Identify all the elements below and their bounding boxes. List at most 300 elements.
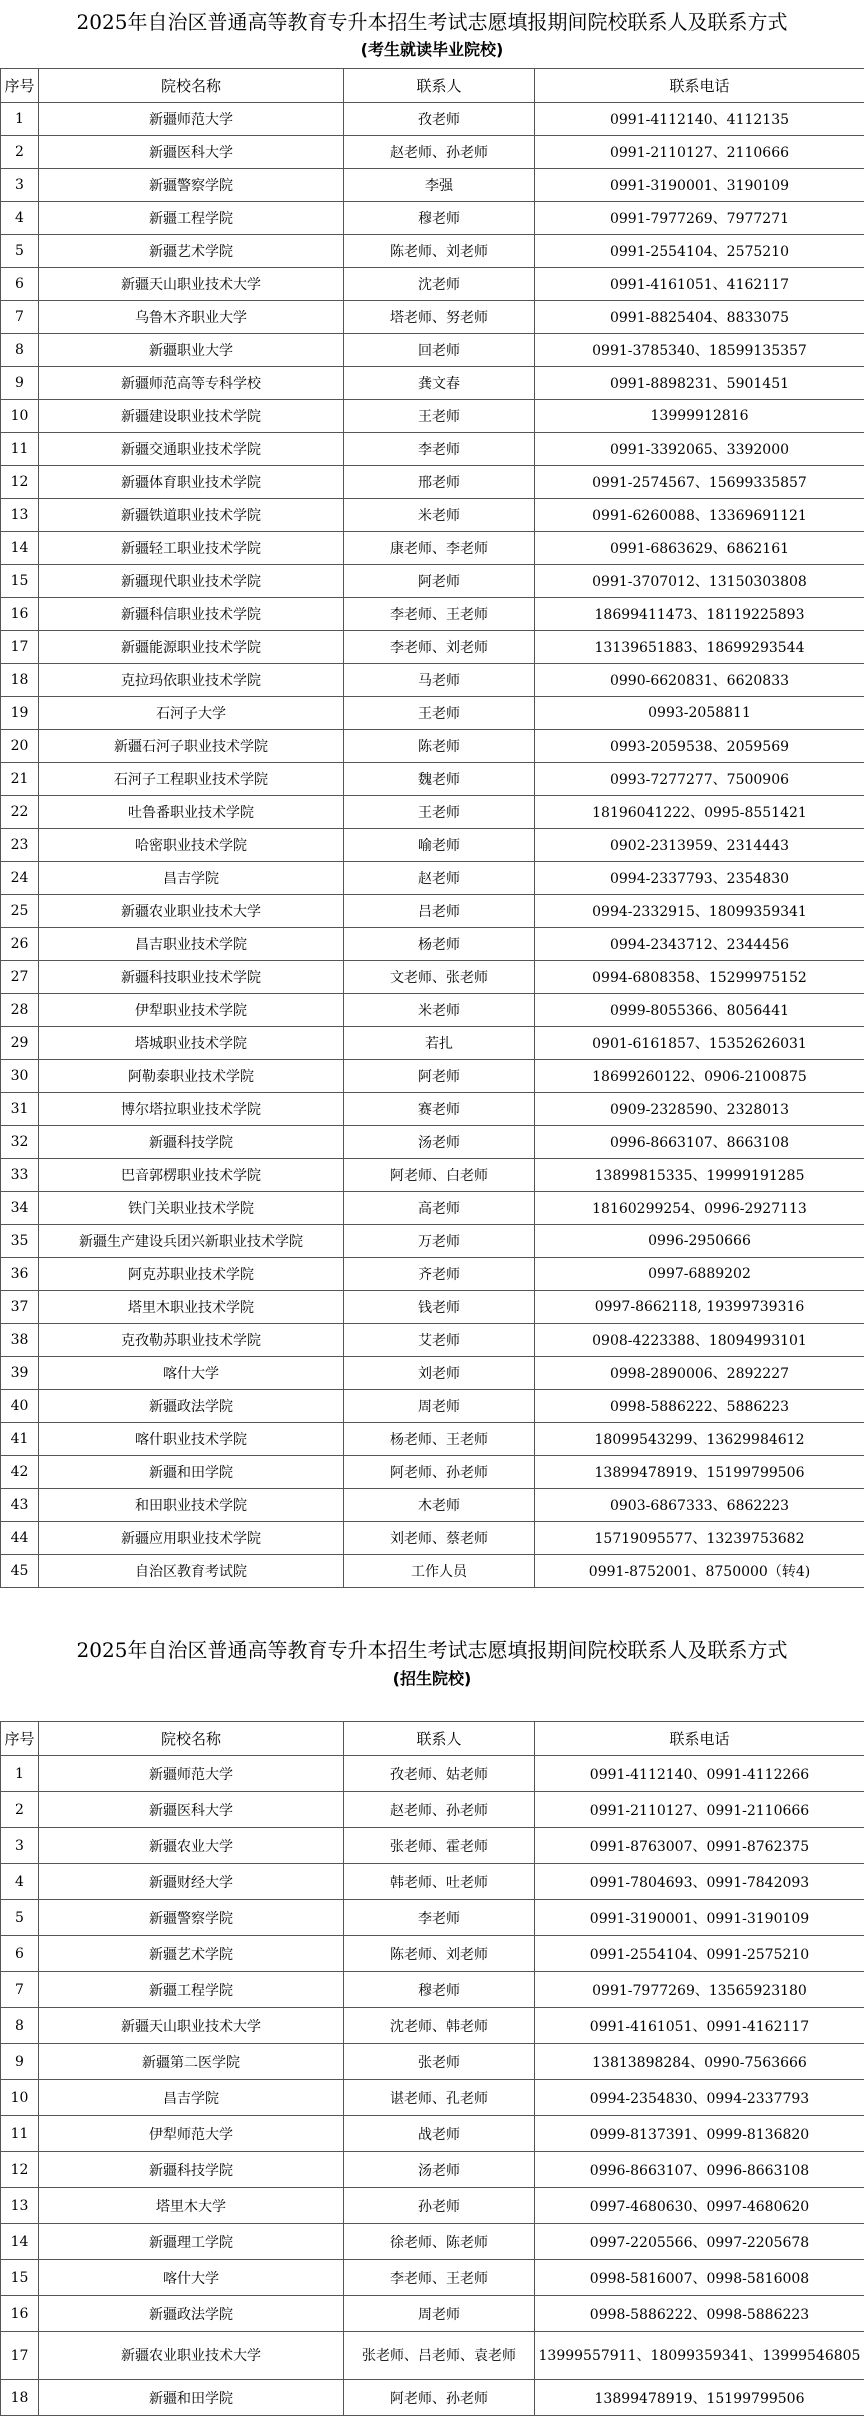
table-row bbox=[1, 1972, 864, 2008]
cell-contact: 李老师 bbox=[344, 433, 535, 466]
table-row bbox=[1, 532, 864, 565]
table-row bbox=[1, 1093, 864, 1126]
cell-index: 9 bbox=[1, 367, 39, 400]
cell-school: 新疆政法学院 bbox=[39, 1390, 344, 1423]
cell-index: 6 bbox=[1, 268, 39, 301]
table-row bbox=[1, 565, 864, 598]
cell-phone: 0991-8898231、5901451 bbox=[535, 367, 864, 400]
table-row bbox=[1, 2380, 864, 2416]
cell-phone: 0991-8825404、8833075 bbox=[535, 301, 864, 334]
table-row bbox=[1, 697, 864, 730]
cell-school: 新疆师范大学 bbox=[39, 1756, 344, 1792]
cell-contact: 阿老师 bbox=[344, 565, 535, 598]
cell-index: 15 bbox=[1, 2260, 39, 2296]
table-row bbox=[1, 2260, 864, 2296]
cell-school: 新疆铁道职业技术学院 bbox=[39, 499, 344, 532]
cell-contact: 张老师、吕老师、袁老师 bbox=[344, 2332, 535, 2380]
cell-index: 28 bbox=[1, 994, 39, 1027]
page-title: 2025年自治区普通高等教育专升本招生考试志愿填报期间院校联系人及联系方式 bbox=[0, 8, 864, 36]
cell-index: 34 bbox=[1, 1192, 39, 1225]
table-row bbox=[1, 1225, 864, 1258]
cell-index: 38 bbox=[1, 1324, 39, 1357]
cell-phone: 0991-3190001、3190109 bbox=[535, 169, 864, 202]
table-row bbox=[1, 2152, 864, 2188]
cell-index: 40 bbox=[1, 1390, 39, 1423]
contact-table-graduating bbox=[0, 68, 864, 1588]
table-row bbox=[1, 136, 864, 169]
table-row bbox=[1, 334, 864, 367]
table-row bbox=[1, 400, 864, 433]
table-row bbox=[1, 796, 864, 829]
cell-index: 17 bbox=[1, 2332, 39, 2380]
cell-contact: 战老师 bbox=[344, 2116, 535, 2152]
cell-phone: 0991-3190001、0991-3190109 bbox=[535, 1900, 864, 1936]
cell-school: 石河子工程职业技术学院 bbox=[39, 763, 344, 796]
cell-contact: 龚文春 bbox=[344, 367, 535, 400]
cell-contact: 张老师、霍老师 bbox=[344, 1828, 535, 1864]
cell-school: 博尔塔拉职业技术学院 bbox=[39, 1093, 344, 1126]
cell-contact: 若扎 bbox=[344, 1027, 535, 1060]
cell-contact: 赛老师 bbox=[344, 1093, 535, 1126]
table-row bbox=[1, 1900, 864, 1936]
cell-phone: 0991-4161051、0991-4162117 bbox=[535, 2008, 864, 2044]
table-row bbox=[1, 1027, 864, 1060]
cell-phone: 18699260122、0906-2100875 bbox=[535, 1060, 864, 1093]
cell-index: 8 bbox=[1, 2008, 39, 2044]
cell-contact: 孜老师 bbox=[344, 103, 535, 136]
table-row bbox=[1, 235, 864, 268]
cell-index: 42 bbox=[1, 1456, 39, 1489]
cell-index: 35 bbox=[1, 1225, 39, 1258]
cell-phone: 0996-2950666 bbox=[535, 1225, 864, 1258]
cell-index: 45 bbox=[1, 1555, 39, 1588]
cell-phone: 0991-7977269、13565923180 bbox=[535, 1972, 864, 2008]
cell-phone: 0999-8137391、0999-8136820 bbox=[535, 2116, 864, 2152]
table-row bbox=[1, 862, 864, 895]
cell-index: 13 bbox=[1, 2188, 39, 2224]
table-row bbox=[1, 1828, 864, 1864]
table-row bbox=[1, 2116, 864, 2152]
table-row bbox=[1, 928, 864, 961]
cell-phone: 18160299254、0996-2927113 bbox=[535, 1192, 864, 1225]
cell-school: 新疆医科大学 bbox=[39, 1792, 344, 1828]
cell-contact: 马老师 bbox=[344, 664, 535, 697]
cell-phone: 0991-2554104、2575210 bbox=[535, 235, 864, 268]
cell-phone: 0993-2059538、2059569 bbox=[535, 730, 864, 763]
cell-phone: 0991-4112140、0991-4112266 bbox=[535, 1756, 864, 1792]
cell-school: 新疆农业职业技术大学 bbox=[39, 895, 344, 928]
cell-index: 3 bbox=[1, 1828, 39, 1864]
cell-phone: 0991-3392065、3392000 bbox=[535, 433, 864, 466]
table-row bbox=[1, 1357, 864, 1390]
table-row bbox=[1, 2044, 864, 2080]
cell-school: 新疆职业大学 bbox=[39, 334, 344, 367]
cell-phone: 13999912816 bbox=[535, 400, 864, 433]
table-row bbox=[1, 1258, 864, 1291]
cell-phone: 0998-5816007、0998-5816008 bbox=[535, 2260, 864, 2296]
cell-contact: 钱老师 bbox=[344, 1291, 535, 1324]
cell-phone: 0997-6889202 bbox=[535, 1258, 864, 1291]
cell-school: 昌吉学院 bbox=[39, 862, 344, 895]
cell-index: 31 bbox=[1, 1093, 39, 1126]
cell-phone: 0994-2337793、2354830 bbox=[535, 862, 864, 895]
table-row bbox=[1, 2224, 864, 2260]
cell-contact: 沈老师、韩老师 bbox=[344, 2008, 535, 2044]
cell-contact: 阿老师、孙老师 bbox=[344, 2380, 535, 2416]
cell-school: 新疆艺术学院 bbox=[39, 235, 344, 268]
cell-index: 30 bbox=[1, 1060, 39, 1093]
page-subtitle: (招生院校) bbox=[0, 1668, 864, 1690]
cell-index: 11 bbox=[1, 2116, 39, 2152]
cell-index: 27 bbox=[1, 961, 39, 994]
cell-contact: 邢老师 bbox=[344, 466, 535, 499]
cell-index: 12 bbox=[1, 2152, 39, 2188]
table-row bbox=[1, 1756, 864, 1792]
cell-phone: 18196041222、0995-8551421 bbox=[535, 796, 864, 829]
header-school: 院校名称 bbox=[39, 69, 344, 103]
cell-index: 1 bbox=[1, 1756, 39, 1792]
cell-school: 吐鲁番职业技术学院 bbox=[39, 796, 344, 829]
header-index: 序号 bbox=[1, 69, 39, 103]
cell-index: 14 bbox=[1, 2224, 39, 2260]
cell-contact: 米老师 bbox=[344, 994, 535, 1027]
page-title: 2025年自治区普通高等教育专升本招生考试志愿填报期间院校联系人及联系方式 bbox=[0, 1636, 864, 1664]
cell-index: 3 bbox=[1, 169, 39, 202]
cell-school: 新疆财经大学 bbox=[39, 1864, 344, 1900]
cell-phone: 0991-2110127、2110666 bbox=[535, 136, 864, 169]
table-row bbox=[1, 1192, 864, 1225]
table-row bbox=[1, 598, 864, 631]
cell-school: 铁门关职业技术学院 bbox=[39, 1192, 344, 1225]
table-row bbox=[1, 367, 864, 400]
cell-school: 新疆能源职业技术学院 bbox=[39, 631, 344, 664]
cell-index: 16 bbox=[1, 598, 39, 631]
cell-contact: 李老师 bbox=[344, 1900, 535, 1936]
cell-phone: 0991-8763007、0991-8762375 bbox=[535, 1828, 864, 1864]
cell-school: 塔里木职业技术学院 bbox=[39, 1291, 344, 1324]
cell-index: 20 bbox=[1, 730, 39, 763]
cell-school: 昌吉学院 bbox=[39, 2080, 344, 2116]
cell-contact: 穆老师 bbox=[344, 202, 535, 235]
cell-index: 43 bbox=[1, 1489, 39, 1522]
cell-phone: 15719095577、13239753682 bbox=[535, 1522, 864, 1555]
cell-contact: 周老师 bbox=[344, 2296, 535, 2332]
cell-contact: 刘老师 bbox=[344, 1357, 535, 1390]
table-row bbox=[1, 1864, 864, 1900]
cell-phone: 0996-8663107、0996-8663108 bbox=[535, 2152, 864, 2188]
cell-contact: 塔老师、努老师 bbox=[344, 301, 535, 334]
cell-school: 哈密职业技术学院 bbox=[39, 829, 344, 862]
cell-phone: 0909-2328590、2328013 bbox=[535, 1093, 864, 1126]
cell-contact: 高老师 bbox=[344, 1192, 535, 1225]
cell-index: 1 bbox=[1, 103, 39, 136]
cell-phone: 0991-4112140、4112135 bbox=[535, 103, 864, 136]
table-row bbox=[1, 202, 864, 235]
cell-index: 12 bbox=[1, 466, 39, 499]
cell-school: 克孜勒苏职业技术学院 bbox=[39, 1324, 344, 1357]
cell-contact: 王老师 bbox=[344, 697, 535, 730]
cell-phone: 0997-8662118, 19399739316 bbox=[535, 1291, 864, 1324]
header-index: 序号 bbox=[1, 1722, 39, 1756]
cell-contact: 刘老师、蔡老师 bbox=[344, 1522, 535, 1555]
table-row bbox=[1, 1456, 864, 1489]
cell-contact: 李老师、刘老师 bbox=[344, 631, 535, 664]
cell-index: 11 bbox=[1, 433, 39, 466]
cell-contact: 赵老师 bbox=[344, 862, 535, 895]
table-row bbox=[1, 1390, 864, 1423]
cell-contact: 穆老师 bbox=[344, 1972, 535, 2008]
cell-phone: 0998-2890006、2892227 bbox=[535, 1357, 864, 1390]
cell-phone: 0994-6808358、15299975152 bbox=[535, 961, 864, 994]
cell-phone: 0997-2205566、0997-2205678 bbox=[535, 2224, 864, 2260]
cell-school: 新疆工程学院 bbox=[39, 1972, 344, 2008]
cell-school: 新疆轻工职业技术学院 bbox=[39, 532, 344, 565]
cell-school: 克拉玛依职业技术学院 bbox=[39, 664, 344, 697]
cell-contact: 阿老师、孙老师 bbox=[344, 1456, 535, 1489]
cell-index: 7 bbox=[1, 1972, 39, 2008]
table-row bbox=[1, 499, 864, 532]
cell-phone: 0991-3707012、13150303808 bbox=[535, 565, 864, 598]
cell-contact: 赵老师、孙老师 bbox=[344, 136, 535, 169]
cell-school: 新疆农业大学 bbox=[39, 1828, 344, 1864]
cell-contact: 王老师 bbox=[344, 796, 535, 829]
cell-school: 新疆和田学院 bbox=[39, 1456, 344, 1489]
table-row bbox=[1, 730, 864, 763]
cell-phone: 0991-2110127、0991-2110666 bbox=[535, 1792, 864, 1828]
cell-index: 4 bbox=[1, 1864, 39, 1900]
cell-phone: 18099543299、13629984612 bbox=[535, 1423, 864, 1456]
cell-index: 29 bbox=[1, 1027, 39, 1060]
table-row bbox=[1, 1159, 864, 1192]
cell-school: 昌吉职业技术学院 bbox=[39, 928, 344, 961]
cell-contact: 陈老师、刘老师 bbox=[344, 235, 535, 268]
table-row bbox=[1, 2332, 864, 2380]
contact-table-admitting bbox=[0, 1721, 864, 2416]
cell-phone: 0902-2313959、2314443 bbox=[535, 829, 864, 862]
cell-index: 18 bbox=[1, 2380, 39, 2416]
table-row bbox=[1, 2296, 864, 2332]
cell-index: 24 bbox=[1, 862, 39, 895]
cell-school: 新疆生产建设兵团兴新职业技术学院 bbox=[39, 1225, 344, 1258]
cell-contact: 李老师、王老师 bbox=[344, 2260, 535, 2296]
table-row bbox=[1, 169, 864, 202]
cell-index: 5 bbox=[1, 235, 39, 268]
cell-phone: 18699411473、18119225893 bbox=[535, 598, 864, 631]
table-row bbox=[1, 1291, 864, 1324]
cell-index: 21 bbox=[1, 763, 39, 796]
cell-school: 新疆科技职业技术学院 bbox=[39, 961, 344, 994]
cell-school: 新疆现代职业技术学院 bbox=[39, 565, 344, 598]
cell-index: 4 bbox=[1, 202, 39, 235]
cell-phone: 0991-4161051、4162117 bbox=[535, 268, 864, 301]
table-row bbox=[1, 1936, 864, 1972]
cell-contact: 阿老师 bbox=[344, 1060, 535, 1093]
cell-contact: 木老师 bbox=[344, 1489, 535, 1522]
table-row bbox=[1, 301, 864, 334]
table-row bbox=[1, 268, 864, 301]
cell-phone: 0991-7977269、7977271 bbox=[535, 202, 864, 235]
cell-school: 新疆石河子职业技术学院 bbox=[39, 730, 344, 763]
header-school: 院校名称 bbox=[39, 1722, 344, 1756]
table-header-row bbox=[1, 69, 864, 103]
cell-index: 8 bbox=[1, 334, 39, 367]
cell-phone: 0991-6260088、13369691121 bbox=[535, 499, 864, 532]
table-row bbox=[1, 433, 864, 466]
cell-index: 14 bbox=[1, 532, 39, 565]
cell-school: 喀什职业技术学院 bbox=[39, 1423, 344, 1456]
table-row bbox=[1, 1792, 864, 1828]
cell-phone: 0994-2343712、2344456 bbox=[535, 928, 864, 961]
cell-school: 新疆农业职业技术大学 bbox=[39, 2332, 344, 2380]
cell-index: 41 bbox=[1, 1423, 39, 1456]
cell-school: 石河子大学 bbox=[39, 697, 344, 730]
cell-index: 2 bbox=[1, 136, 39, 169]
cell-school: 阿勒泰职业技术学院 bbox=[39, 1060, 344, 1093]
cell-phone: 0990-6620831、6620833 bbox=[535, 664, 864, 697]
cell-contact: 齐老师 bbox=[344, 1258, 535, 1291]
table-row bbox=[1, 1522, 864, 1555]
cell-phone: 0998-5886222、5886223 bbox=[535, 1390, 864, 1423]
cell-contact: 回老师 bbox=[344, 334, 535, 367]
cell-school: 新疆科信职业技术学院 bbox=[39, 598, 344, 631]
cell-contact: 魏老师 bbox=[344, 763, 535, 796]
cell-contact: 杨老师、王老师 bbox=[344, 1423, 535, 1456]
cell-index: 17 bbox=[1, 631, 39, 664]
cell-index: 10 bbox=[1, 2080, 39, 2116]
table-row bbox=[1, 103, 864, 136]
cell-phone: 13999557911、18099359341、13999546805 bbox=[535, 2332, 864, 2380]
cell-index: 23 bbox=[1, 829, 39, 862]
cell-phone: 0991-6863629、6862161 bbox=[535, 532, 864, 565]
cell-school: 新疆科技学院 bbox=[39, 1126, 344, 1159]
cell-index: 33 bbox=[1, 1159, 39, 1192]
cell-index: 32 bbox=[1, 1126, 39, 1159]
header-phone: 联系电话 bbox=[535, 69, 864, 103]
cell-phone: 13139651883、18699293544 bbox=[535, 631, 864, 664]
cell-contact: 陈老师 bbox=[344, 730, 535, 763]
cell-index: 36 bbox=[1, 1258, 39, 1291]
table-row bbox=[1, 2188, 864, 2224]
cell-school: 新疆警察学院 bbox=[39, 169, 344, 202]
header-contact: 联系人 bbox=[344, 1722, 535, 1756]
cell-phone: 0991-2554104、0991-2575210 bbox=[535, 1936, 864, 1972]
cell-school: 新疆政法学院 bbox=[39, 2296, 344, 2332]
cell-phone: 0998-5886222、0998-5886223 bbox=[535, 2296, 864, 2332]
table-row bbox=[1, 1126, 864, 1159]
cell-phone: 0993-2058811 bbox=[535, 697, 864, 730]
cell-school: 新疆和田学院 bbox=[39, 2380, 344, 2416]
cell-contact: 米老师 bbox=[344, 499, 535, 532]
cell-contact: 艾老师 bbox=[344, 1324, 535, 1357]
table-row bbox=[1, 1489, 864, 1522]
cell-phone: 0903-6867333、6862223 bbox=[535, 1489, 864, 1522]
cell-index: 25 bbox=[1, 895, 39, 928]
cell-school: 新疆天山职业技术大学 bbox=[39, 2008, 344, 2044]
cell-school: 自治区教育考试院 bbox=[39, 1555, 344, 1588]
cell-phone: 0991-8752001、8750000（转4) bbox=[535, 1555, 864, 1588]
cell-phone: 13899478919、15199799506 bbox=[535, 1456, 864, 1489]
cell-phone: 0901-6161857、15352626031 bbox=[535, 1027, 864, 1060]
cell-contact: 徐老师、陈老师 bbox=[344, 2224, 535, 2260]
table-row bbox=[1, 2080, 864, 2116]
cell-school: 新疆第二医学院 bbox=[39, 2044, 344, 2080]
cell-phone: 13899815335、19999191285 bbox=[535, 1159, 864, 1192]
cell-school: 新疆交通职业技术学院 bbox=[39, 433, 344, 466]
header-phone: 联系电话 bbox=[535, 1722, 864, 1756]
cell-index: 19 bbox=[1, 697, 39, 730]
cell-school: 新疆天山职业技术大学 bbox=[39, 268, 344, 301]
cell-contact: 工作人员 bbox=[344, 1555, 535, 1588]
cell-phone: 13899478919、15199799506 bbox=[535, 2380, 864, 2416]
cell-index: 5 bbox=[1, 1900, 39, 1936]
cell-contact: 韩老师、吐老师 bbox=[344, 1864, 535, 1900]
cell-contact: 孙老师 bbox=[344, 2188, 535, 2224]
cell-index: 26 bbox=[1, 928, 39, 961]
cell-phone: 0994-2332915、18099359341 bbox=[535, 895, 864, 928]
cell-contact: 杨老师 bbox=[344, 928, 535, 961]
cell-contact: 阿老师、白老师 bbox=[344, 1159, 535, 1192]
cell-phone: 0996-8663107、8663108 bbox=[535, 1126, 864, 1159]
cell-index: 22 bbox=[1, 796, 39, 829]
cell-phone: 13813898284、0990-7563666 bbox=[535, 2044, 864, 2080]
cell-school: 新疆理工学院 bbox=[39, 2224, 344, 2260]
cell-school: 新疆师范大学 bbox=[39, 103, 344, 136]
cell-contact: 吕老师 bbox=[344, 895, 535, 928]
cell-school: 新疆警察学院 bbox=[39, 1900, 344, 1936]
cell-school: 巴音郭楞职业技术学院 bbox=[39, 1159, 344, 1192]
cell-contact: 汤老师 bbox=[344, 2152, 535, 2188]
cell-contact: 李强 bbox=[344, 169, 535, 202]
cell-school: 乌鲁木齐职业大学 bbox=[39, 301, 344, 334]
cell-phone: 0997-4680630、0997-4680620 bbox=[535, 2188, 864, 2224]
table-row bbox=[1, 1324, 864, 1357]
cell-contact: 谌老师、孔老师 bbox=[344, 2080, 535, 2116]
cell-contact: 陈老师、刘老师 bbox=[344, 1936, 535, 1972]
cell-contact: 张老师 bbox=[344, 2044, 535, 2080]
cell-school: 喀什大学 bbox=[39, 2260, 344, 2296]
page-subtitle: (考生就读毕业院校) bbox=[0, 39, 864, 61]
cell-phone: 0991-7804693、0991-7842093 bbox=[535, 1864, 864, 1900]
cell-index: 44 bbox=[1, 1522, 39, 1555]
cell-school: 新疆师范高等专科学校 bbox=[39, 367, 344, 400]
cell-school: 新疆医科大学 bbox=[39, 136, 344, 169]
cell-contact: 喻老师 bbox=[344, 829, 535, 862]
cell-index: 15 bbox=[1, 565, 39, 598]
table-row bbox=[1, 631, 864, 664]
cell-phone: 0908-4223388、18094993101 bbox=[535, 1324, 864, 1357]
cell-phone: 0991-2574567、15699335857 bbox=[535, 466, 864, 499]
table-row bbox=[1, 1555, 864, 1588]
table-row bbox=[1, 2008, 864, 2044]
cell-index: 18 bbox=[1, 664, 39, 697]
cell-contact: 汤老师 bbox=[344, 1126, 535, 1159]
cell-contact: 李老师、王老师 bbox=[344, 598, 535, 631]
table-row bbox=[1, 895, 864, 928]
cell-school: 新疆科技学院 bbox=[39, 2152, 344, 2188]
cell-contact: 王老师 bbox=[344, 400, 535, 433]
cell-contact: 周老师 bbox=[344, 1390, 535, 1423]
table-row bbox=[1, 466, 864, 499]
cell-contact: 孜老师、姑老师 bbox=[344, 1756, 535, 1792]
cell-school: 新疆应用职业技术学院 bbox=[39, 1522, 344, 1555]
cell-contact: 康老师、李老师 bbox=[344, 532, 535, 565]
cell-index: 16 bbox=[1, 2296, 39, 2332]
table-row bbox=[1, 1060, 864, 1093]
cell-index: 37 bbox=[1, 1291, 39, 1324]
cell-school: 新疆体育职业技术学院 bbox=[39, 466, 344, 499]
cell-school: 伊犁职业技术学院 bbox=[39, 994, 344, 1027]
cell-school: 喀什大学 bbox=[39, 1357, 344, 1390]
